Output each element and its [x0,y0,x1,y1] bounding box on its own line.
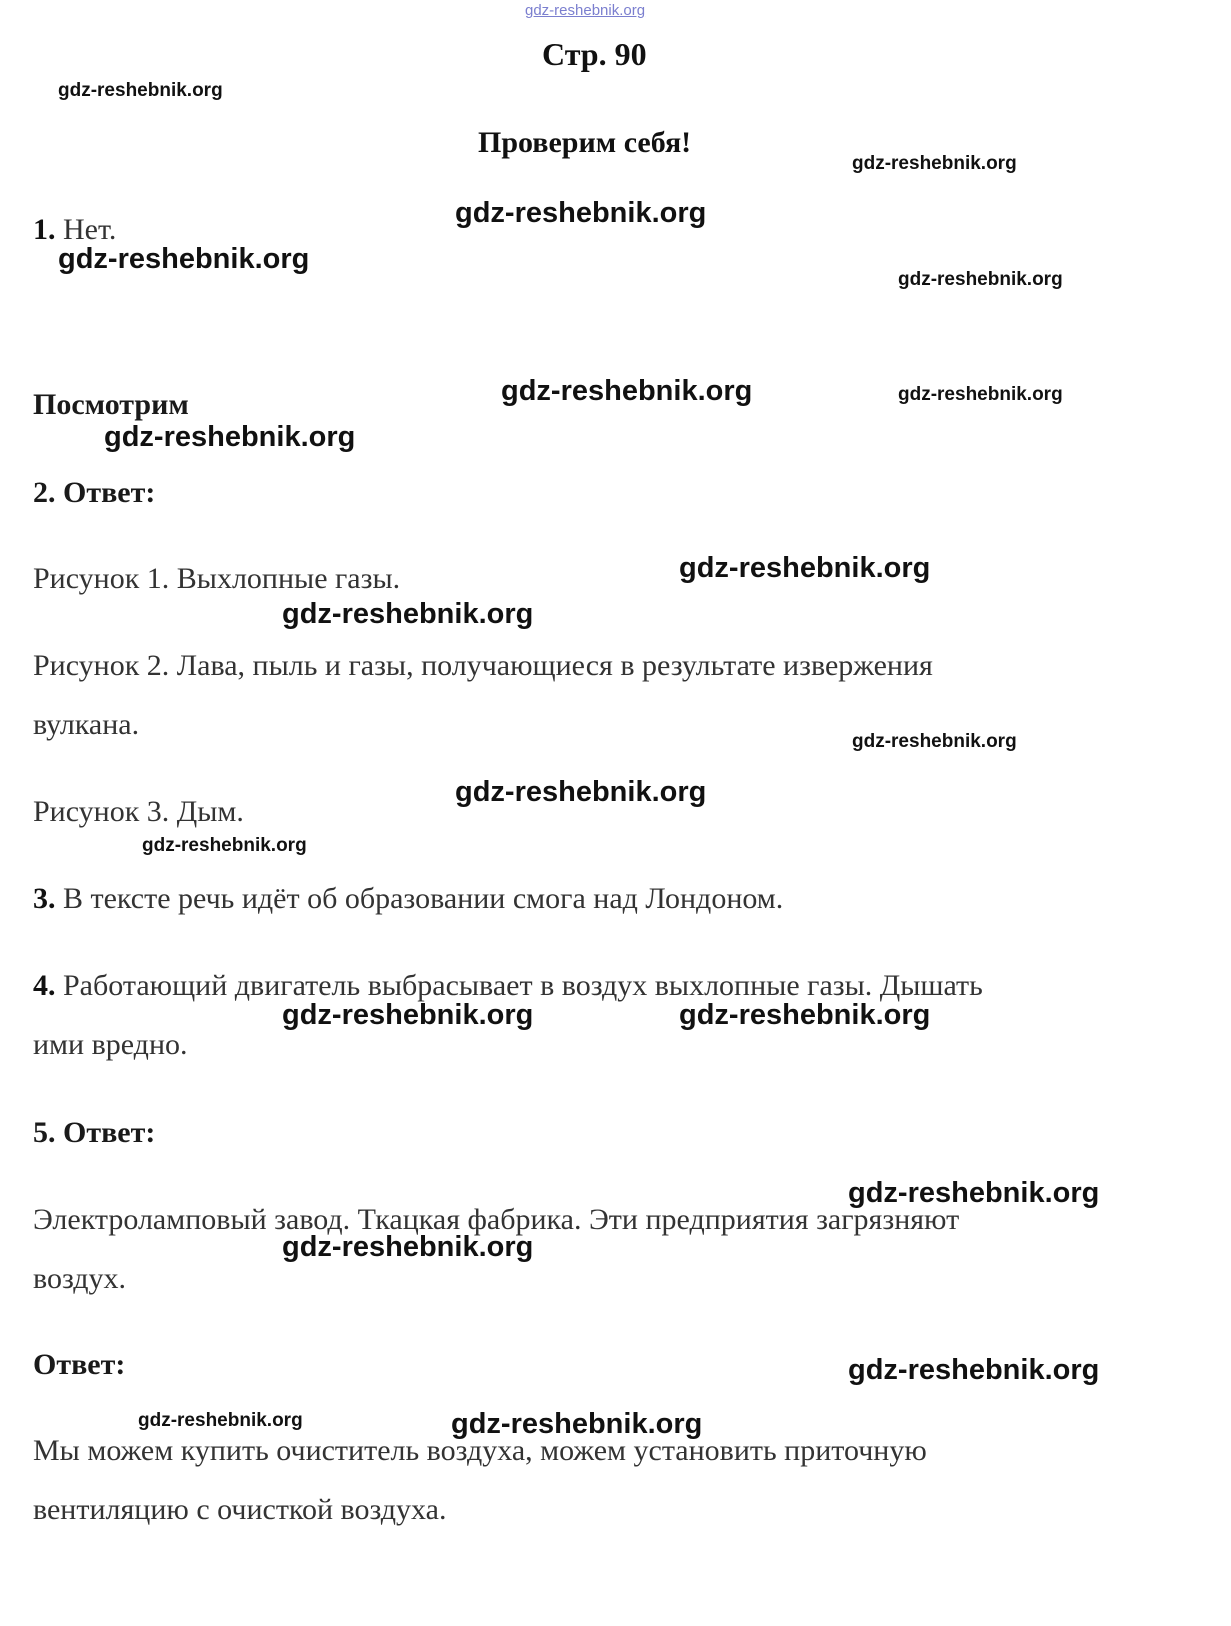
watermark: gdz-reshebnik.org [679,552,931,584]
answer-1 [33,213,116,247]
watermark: gdz-reshebnik.org [898,269,1063,290]
final-answer-line1: Мы можем купить очиститель воздуха, можем установить приточную [33,1434,927,1467]
watermark: gdz-reshebnik.org [455,197,707,229]
watermark: gdz-reshebnik.org [282,1231,534,1263]
watermark: gdz-reshebnik.org [852,731,1017,752]
answer-3 [33,882,783,916]
answer-label: Ответ: [33,1348,126,1381]
watermark: gdz-reshebnik.org [451,1408,703,1440]
watermark: gdz-reshebnik.org [679,999,931,1031]
top-watermark-link[interactable]: gdz-reshebnik.org [525,2,646,19]
answer-1-number: 1. [33,213,56,246]
answer-4-number: 4. [33,969,56,1002]
figure-1-caption: Рисунок 1. Выхлопные газы. [33,562,401,595]
final-answer-line2: вентиляцию с очисткой воздуха. [33,1493,447,1526]
figure-2-caption-line2: вулкана. [33,708,140,741]
answer-4-line1 [33,969,983,1003]
watermark: gdz-reshebnik.org [848,1177,1100,1209]
answer-5-line2: воздух. [33,1262,127,1295]
watermark: gdz-reshebnik.org [104,421,356,453]
answer-1-text: Нет. [63,213,117,246]
answer-2-label: 2. Ответ: [33,476,156,509]
answer-4-line2: ими вредно. [33,1028,188,1061]
watermark: gdz-reshebnik.org [898,384,1063,405]
watermark: gdz-reshebnik.org [455,776,707,808]
watermark: gdz-reshebnik.org [848,1354,1100,1386]
watermark: gdz-reshebnik.org [282,598,534,630]
watermark: gdz-reshebnik.org [138,1410,303,1431]
page-title: Стр. 90 [542,36,647,72]
watermark: gdz-reshebnik.org [58,243,310,275]
section-heading-look: Посмотрим [33,388,189,421]
answer-3-number: 3. [33,882,56,915]
figure-3-caption: Рисунок 3. Дым. [33,795,244,828]
watermark: gdz-reshebnik.org [142,835,307,856]
watermark: gdz-reshebnik.org [58,80,223,101]
section-subtitle: Проверим себя! [478,126,692,159]
watermark: gdz-reshebnik.org [852,153,1017,174]
answer-3-text: В тексте речь идёт об образовании смога над Лондоном. [63,882,784,915]
answer-5-line1: Электроламповый завод. Ткацкая фабрика. Эти предприятия загрязняют [33,1203,960,1236]
answer-5-label: 5. Ответ: [33,1116,156,1149]
figure-2-caption-line1: Рисунок 2. Лава, пыль и газы, получающиеся в результате извержения [33,649,933,682]
watermark: gdz-reshebnik.org [282,999,534,1031]
watermark: gdz-reshebnik.org [501,375,753,407]
answer-4-text: Работающий двигатель выбрасывает в воздух выхлопные газы. Дышать [63,969,983,1002]
